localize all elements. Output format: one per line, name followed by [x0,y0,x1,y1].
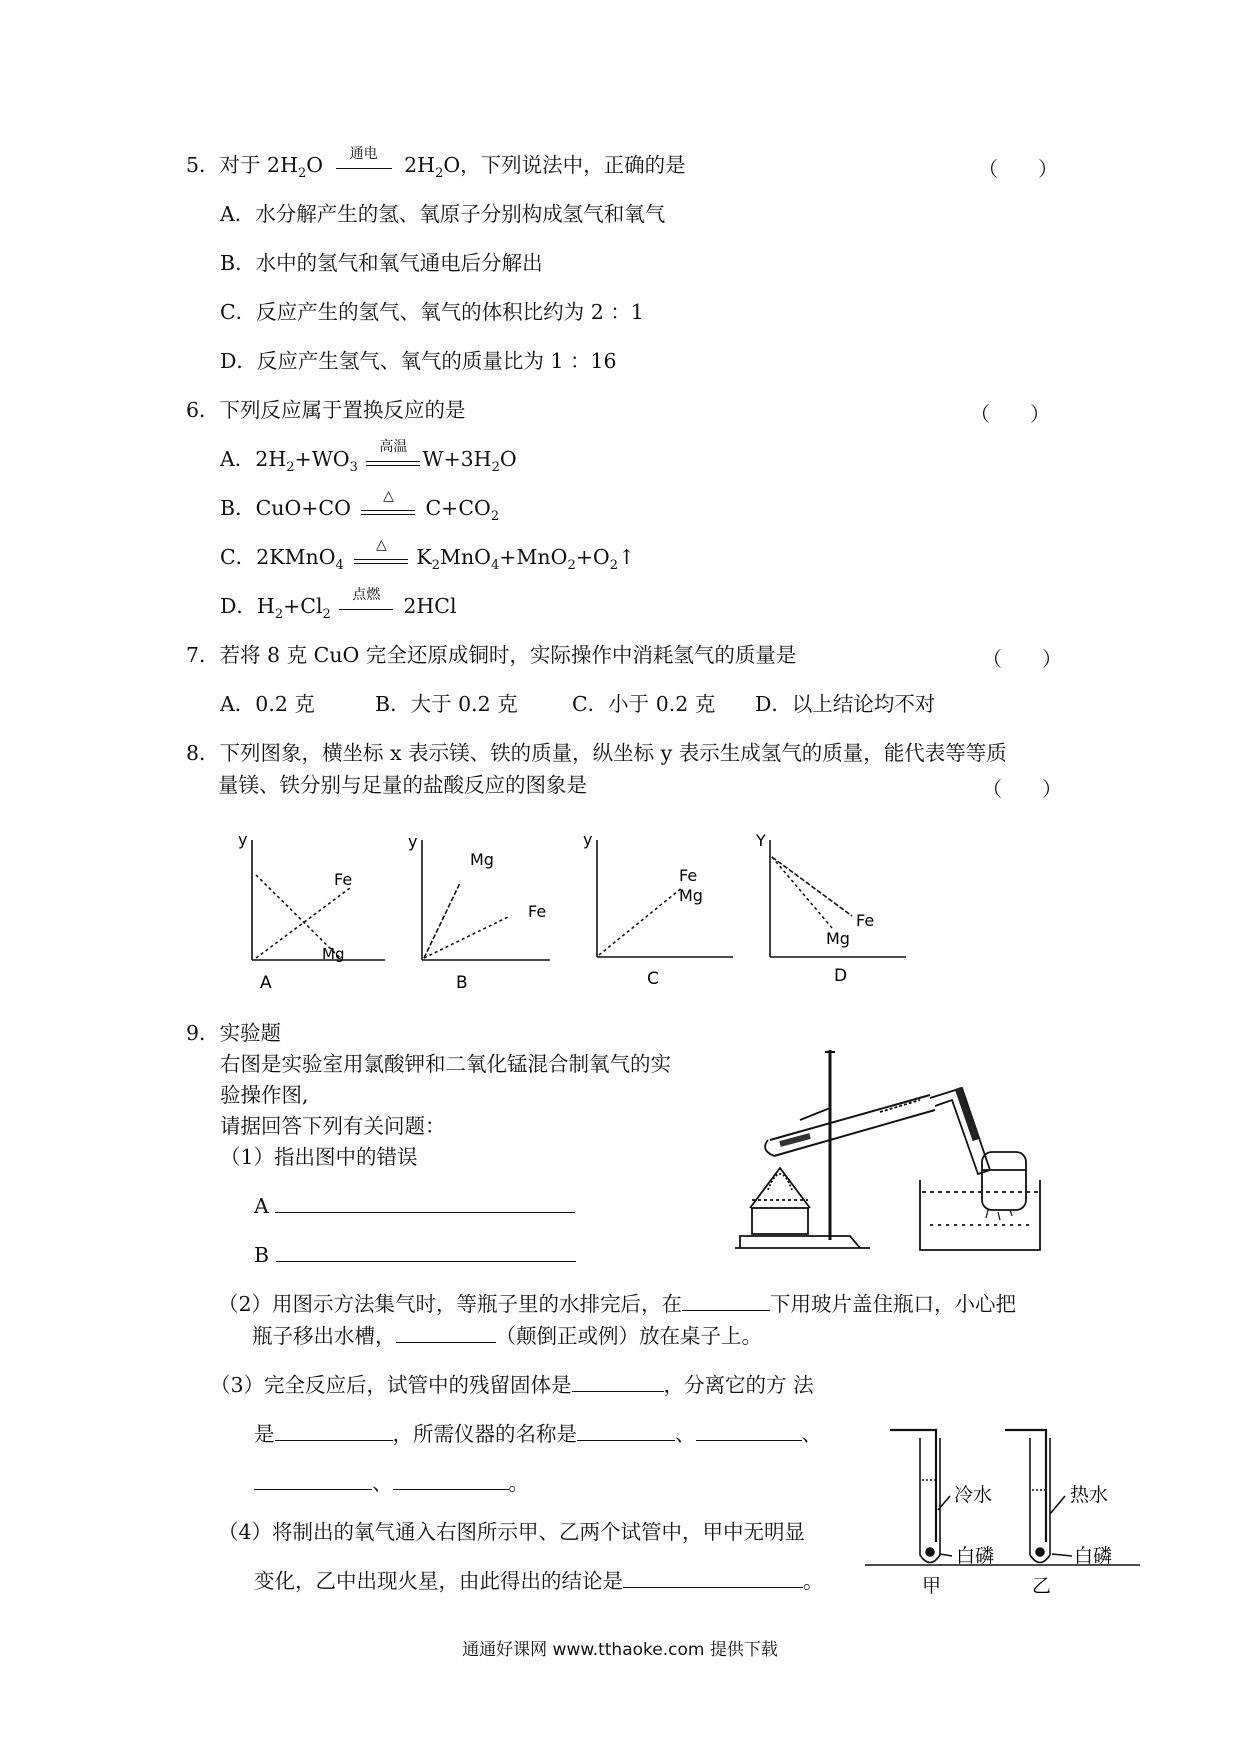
q7-option-a: A．0.2 克 [220,692,315,716]
q8-stem-line2: 量镁、铁分别与足量的盐酸反应的图象是 [218,773,587,797]
graph-a-fe-label: Fe [334,870,353,889]
graph-c-y-label: y [583,830,593,849]
oxygen-apparatus-figure [730,1040,1090,1260]
graph-a-letter: A [260,973,272,993]
q8-graph-d [748,825,918,995]
q6-option-b: B．CuO+CO △ $C+CO_2$ [220,488,500,525]
q7-option-b: B．大于 0.2 克 [375,692,518,716]
answer-blank-2a[interactable] [682,1309,770,1311]
q6-option-c: C．2KMnO$_4$ △ $K_2MnO_4+MnO_2+O_2↑$ [220,537,636,574]
q6-c-arrow: △ [354,547,408,564]
q5-option-d: D．反应产生氢气、氧气的质量比为 1 ：16 [220,349,617,373]
q6-answer-paren: （ ） [970,402,1050,426]
graph-d-line-2 [772,857,852,916]
q9-part3-line3: 、 。 [254,1471,529,1496]
water-trough [920,1180,1040,1250]
tube-yi-inlet [1005,1430,1046,1542]
graph-c-fe-label: Fe [679,866,698,885]
q8-graph-c [575,825,745,995]
gas-collecting-bottle [982,1152,1026,1210]
answer-blank-1a[interactable] [275,1211,575,1213]
q9-part4-line1: （4）将制出的氧气通入右图所示甲、乙两个试管中，甲中无明显 [218,1520,806,1544]
graph-b-mg-label: Mg [470,850,494,869]
q9-part4-line2: 变化，乙中出现火星，由此得出的结论是 。 [254,1569,824,1593]
q5-option-b: B．水中的氢气和氧气通电后分解出 [220,251,543,275]
q9-part1-a: A [254,1194,575,1219]
graph-b-line-1 [424,883,460,958]
iron-stand-base [740,1236,860,1248]
graph-b-line-2 [424,917,508,958]
answer-blank-3a[interactable] [572,1390,664,1392]
graph-c-mg-label: Mg [679,886,703,905]
cold-water-label: 冷水 [954,1484,993,1506]
graph-c-line [599,887,683,955]
graph-d-fe-label: Fe [856,911,875,930]
graph-c-letter: C [647,969,659,989]
q5-reaction-arrow: 通电 [336,156,392,172]
q9-part3-line2: 是 ，所需仪器的名称是 、 、 [254,1422,822,1446]
answer-blank-1b[interactable] [276,1260,576,1262]
answer-blank-3f[interactable] [393,1488,509,1490]
answer-blank-3d[interactable] [696,1439,802,1441]
q9-part3-line1: （3）完全反应后，试管中的残留固体是 ，分离它的方 法 [210,1373,814,1397]
answer-blank-4[interactable] [623,1586,803,1588]
tube-jia-inlet [890,1430,936,1542]
q9-part1: （1）指出图中的错误 [220,1145,418,1169]
q9-intro-1: 右图是实验室用氯酸钾和二氧化锰混合制氧气的实 [220,1052,671,1076]
graph-b-fe-label: Fe [528,902,547,921]
graph-d-line-1 [772,857,832,928]
q5-option-c: C．反应产生的氢气、氧气的体积比约为 2 ：1 [220,300,644,324]
q7-option-c: C．小于 0.2 克 [572,692,716,716]
q9-part1-b: B [254,1243,576,1268]
answer-blank-2b[interactable] [396,1341,496,1343]
phosphorus-label-yi: 白磷 [1074,1545,1113,1567]
q9-intro-3: 请据回答下列有关问题： [220,1114,446,1138]
phosphorus-label-jia: 白磷 [956,1545,995,1567]
q6-a-arrow: 高温 [366,449,420,466]
q7-stem: 7．若将 8 克 CuO 完全还原成铜时，实际操作中消耗氢气的质量是 [186,643,797,667]
tube-yi-label: 乙 [1032,1575,1052,1597]
graph-d-mg-label: Mg [826,929,850,948]
q6-d-arrow: 点燃 [339,597,393,613]
q6-b-arrow: △ [361,498,415,515]
q9-part2-line2: 瓶子移出水槽， （颠倒正或例）放在桌子上。 [252,1324,762,1348]
q6-stem: 6．下列反应属于置换反应的是 [186,398,466,422]
page-footer: 通通好课网 www.tthaoke.com 提供下载 [462,1640,778,1660]
q7-option-d: D．以上结论均不对 [755,692,936,716]
graph-a-mg-label: Mg [322,945,345,963]
graph-d-y-label: Y [756,831,766,850]
q6-option-d: D．$H_2+Cl_2$ 点燃 2HCl [220,587,457,623]
alcohol-lamp-base [752,1208,808,1234]
q8-graph-b [400,825,570,995]
graph-b-y-label: y [408,832,418,851]
q8-answer-paren: （ ） [982,777,1062,801]
q5-stem: 5．对于 $2H_2O$ 通电 $2H_2O$，下列说法中，正确的是 [186,146,686,182]
q9-title: 9．实验题 [186,1021,282,1045]
q8-stem-line1: 8．下列图象，横坐标 x 表示镁、铁的质量，纵坐标 y 表示生成氢气的质量，能代表等等质 [186,741,1007,765]
q8-graph-a [230,825,400,995]
graph-d-letter: D [834,966,848,986]
answer-blank-3c[interactable] [577,1439,675,1441]
phosphorus-test-tubes-figure [860,1420,1160,1600]
q5-option-a: A．水分解产生的氢、氧原子分别构成氢气和氧气 [220,202,666,226]
graph-b-letter: B [456,973,468,993]
graph-a-y-label: y [238,830,248,849]
q9-part2-line1: （2）用图示方法集气时，等瓶子里的水排完后，在 下用玻片盖住瓶口，小心把 [218,1292,1017,1316]
q9-intro-2: 验操作图, [220,1083,309,1107]
q7-answer-paren: （ ） [982,647,1062,671]
hot-water-label: 热水 [1070,1484,1109,1506]
answer-blank-3b[interactable] [275,1439,393,1441]
tube-jia-label: 甲 [922,1575,942,1597]
q6-option-a: A．$2H_2+WO_3$ 高温 $W+3H_2O$ [220,439,517,476]
answer-blank-3e[interactable] [254,1488,372,1490]
q5-answer-paren: （ ） [978,157,1058,181]
